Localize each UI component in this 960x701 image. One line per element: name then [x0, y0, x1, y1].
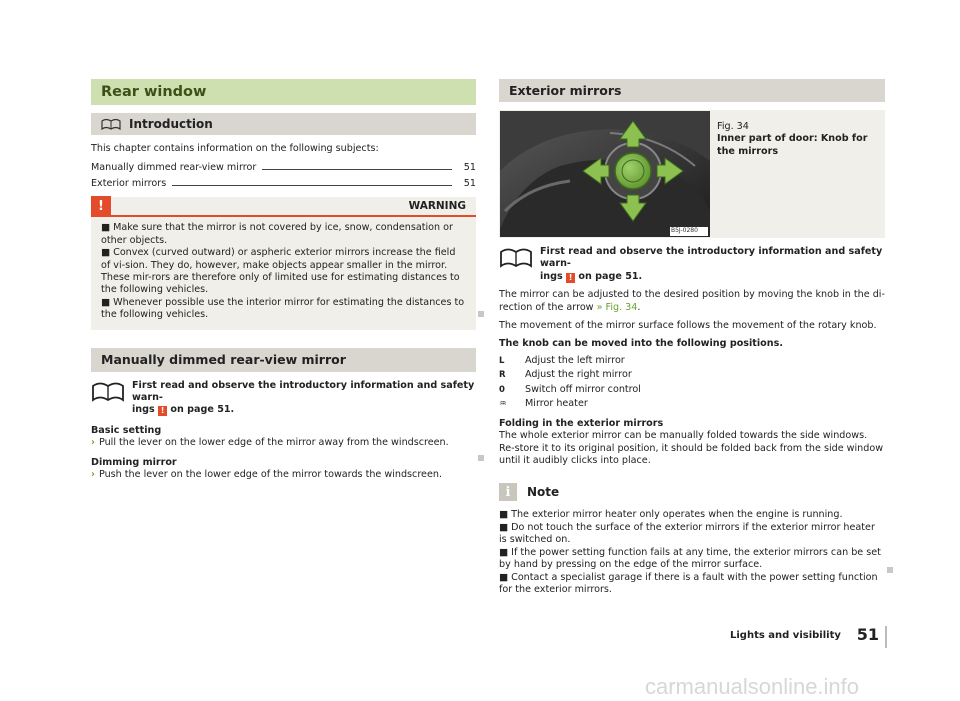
page-number: 51: [856, 625, 879, 644]
warning-body: [91, 217, 476, 321]
read-first-note: First read and observe the introductory information and safety warn- ings ! on page 51.: [499, 246, 885, 283]
warning-item: ■ Whenever possible use the interior mirror for estimating the distances to the following vehicles.: [101, 296, 465, 321]
watermark: carmanualsonline.info: [645, 674, 860, 699]
figure-caption: Fig. 34 Inner part of door: Knob for the mirrors: [717, 121, 868, 157]
figure: [499, 110, 885, 238]
mirror-heater-icon: ♒: [499, 399, 507, 410]
warning-icon: !: [91, 196, 111, 216]
door-knob-figure: [500, 111, 710, 237]
figure-code: B5J-0280: [671, 227, 698, 234]
footer: [700, 626, 887, 648]
warning-icon: !: [566, 273, 575, 283]
warning-box: [91, 197, 476, 329]
paragraph: The movement of the mirror surface follows the movement of the rotary knob.: [499, 320, 877, 332]
intro-text: This chapter contains information on the following subjects:: [91, 143, 379, 154]
warning-icon: !: [158, 406, 167, 416]
warning-title: WARNING: [408, 200, 466, 213]
figure-link[interactable]: » Fig. 34: [596, 301, 638, 313]
paragraph: The mirror can be adjusted to the desired position by moving the knob in the di- rection of the arrow » Fig. 34.: [499, 289, 885, 313]
basic-setting-step: › Pull the lever on the lower edge of the mirror away from the windscreen.: [91, 437, 449, 449]
intro-header: Introduction: [91, 113, 476, 135]
warning-header: [91, 197, 476, 217]
folding-title: Folding in the exterior mirrors: [499, 417, 664, 429]
warning-item: ■ Convex (curved outward) or aspheric exterior mirrors increase the field of vi-sion. They do, however, make objects appear smaller in the mirror. These mir-rors are therefore only of limited use for estimating distances to the following vehicles.: [101, 247, 460, 296]
off-symbol: 0: [499, 384, 505, 395]
right-mirror-symbol: R: [499, 370, 506, 381]
right-column: [499, 79, 885, 596]
section-title: Exterior mirrors: [499, 79, 885, 102]
left-mirror-symbol: L: [499, 355, 505, 366]
note-item: ■ If the power setting function fails at any time, the exterior mirrors can be set by hand by pressing on the edge of the mirror surface.: [499, 546, 881, 571]
folding-text: The whole exterior mirror can be manually folded towards the side windows. Re-store it to its original position, it should be folded back from the side window until it audibly clicks into place.: [499, 430, 884, 467]
basic-setting-title: Basic setting: [91, 424, 162, 436]
toc-row[interactable]: Exterior mirrors 51: [91, 178, 476, 190]
note-item: ■ Contact a specialist garage if there is a fault with the power setting function for the exterior mirrors.: [499, 571, 878, 595]
positions-list: [499, 354, 885, 412]
read-first-note: First read and observe the introductory information and safety warn- ings ! on page 51.: [91, 380, 476, 417]
arrow-icon: ›: [91, 469, 95, 481]
mirror-section-title: Manually dimmed rear-view mirror: [91, 348, 476, 372]
section-end-mark: [478, 455, 484, 461]
warning-item: ■ Make sure that the mirror is not covered by ice, snow, condensation or other objects.: [101, 222, 453, 246]
book-icon: [91, 380, 125, 402]
book-icon: [101, 118, 121, 130]
note-body: [499, 509, 885, 596]
note-header: i Note: [499, 483, 885, 501]
chapter-title: Lights and visibility: [730, 630, 841, 641]
positions-title: The knob can be moved into the following positions.: [499, 338, 783, 350]
left-column: [91, 79, 476, 482]
section-end-mark: [887, 567, 893, 573]
list-item: R Adjust the right mirror: [499, 368, 885, 383]
toc: [91, 157, 476, 189]
list-item: L Adjust the left mirror: [499, 354, 885, 369]
note-item: ■ Do not touch the surface of the exterior mirrors if the exterior mirror heater is switched on.: [499, 521, 875, 546]
section-title: Rear window: [91, 79, 476, 105]
toc-row[interactable]: Manually dimmed rear-view mirror 51: [91, 162, 476, 174]
info-icon: i: [499, 483, 517, 501]
list-item: 0 Switch off mirror control: [499, 383, 885, 398]
list-item: ♒ Mirror heater: [499, 397, 885, 412]
note-item: ■ The exterior mirror heater only operates when the engine is running.: [499, 509, 843, 521]
book-icon: [499, 246, 533, 268]
section-end-mark: [478, 311, 484, 317]
dimming-title: Dimming mirror: [91, 456, 177, 468]
dimming-step: › Push the lever on the lower edge of the mirror towards the windscreen.: [91, 469, 442, 481]
arrow-icon: ›: [91, 437, 95, 449]
